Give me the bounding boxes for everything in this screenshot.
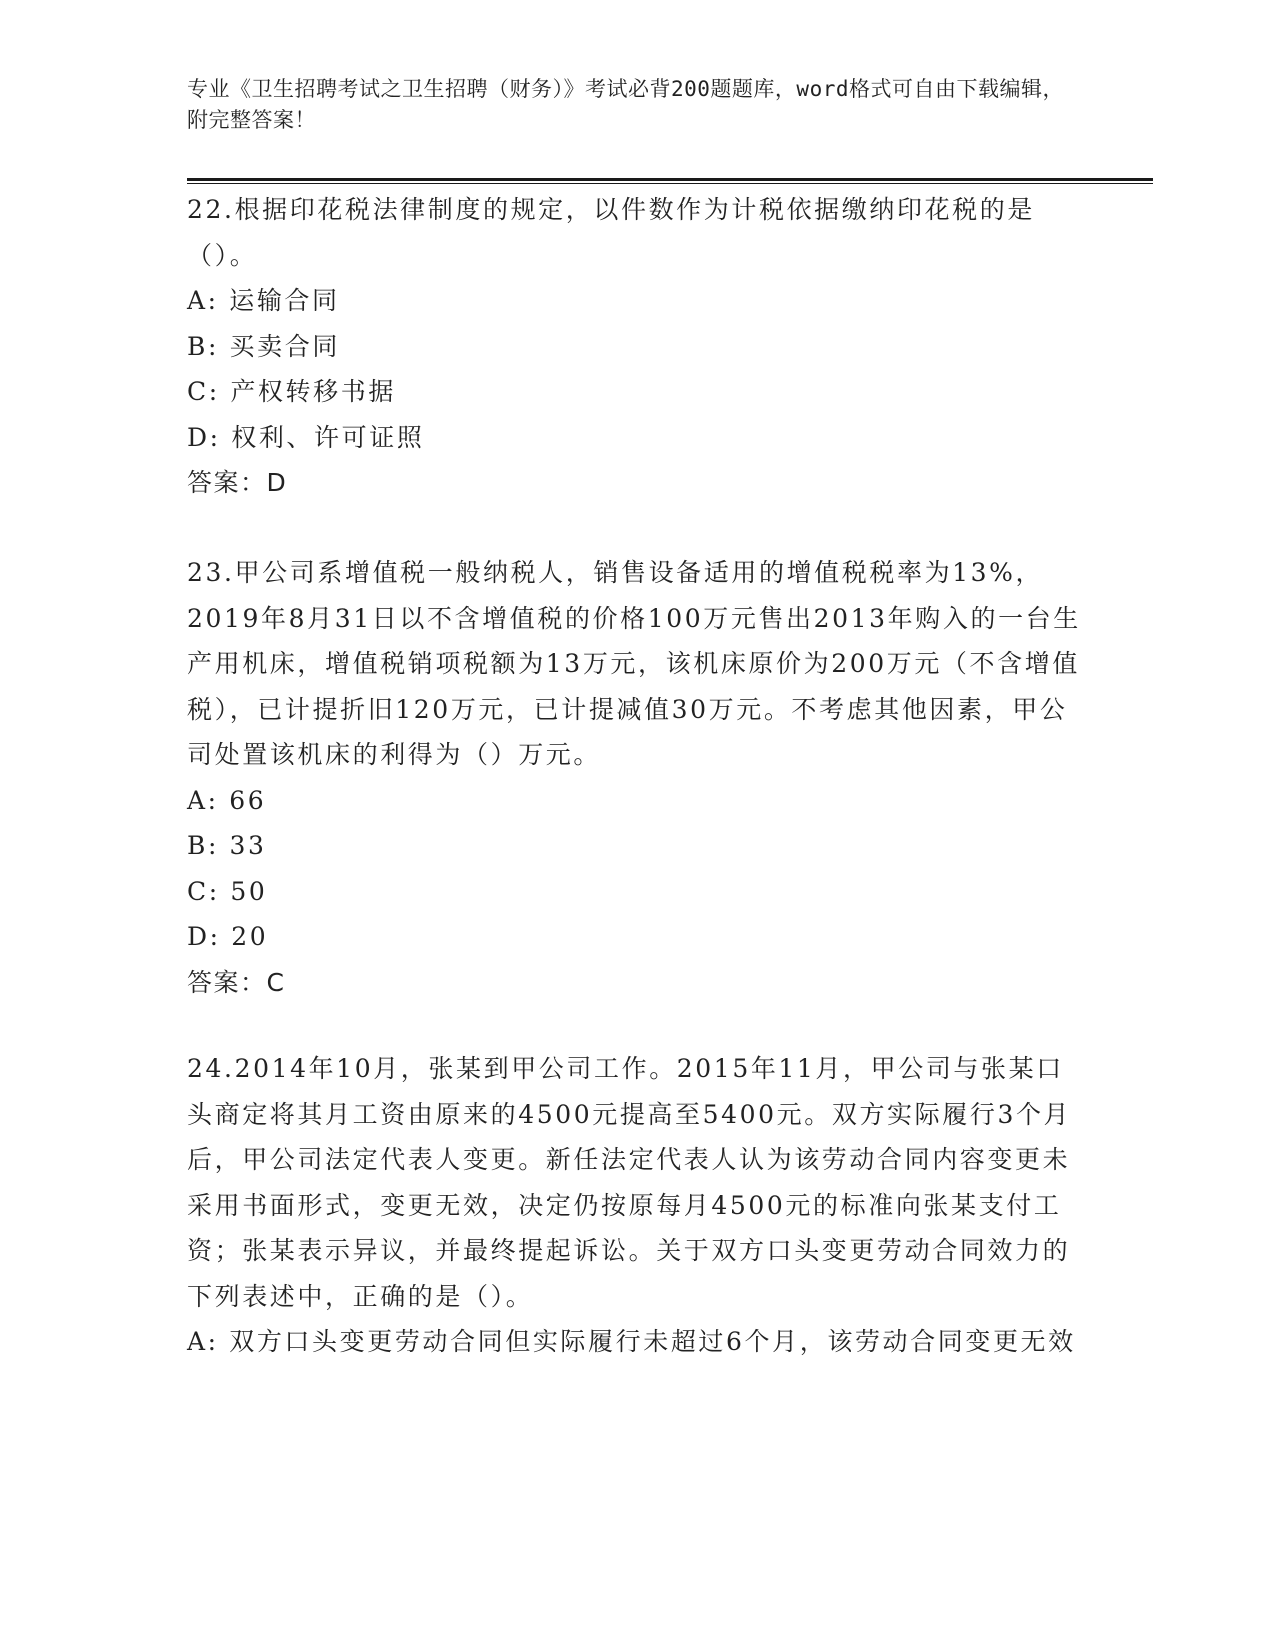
option-key: D: — [187, 422, 232, 452]
question-number: 23. — [187, 558, 235, 587]
option-text: 50 — [230, 876, 268, 906]
option-key: A: — [187, 785, 230, 815]
answer-label: 答案： — [187, 967, 267, 997]
option-key: B: — [187, 831, 230, 860]
header-divider-thin — [187, 183, 1153, 184]
question-text: 甲公司系增值税一般纳税人，销售设备适用的增值税税率为13%，2019年8月31日以不含增值税的价格100万元售出2013年购入的一台生产用机床，增值税销项税额为13万元，该机床原价为200万元（不含增值税），已计提折旧120万元，已计提减值30万元。不考虑其他因素，甲公司处置该机床的利得为（）万元。 — [187, 558, 1081, 769]
document-header — [187, 74, 1067, 136]
option-d — [187, 415, 1087, 461]
option-a — [187, 778, 1087, 824]
option-d — [187, 914, 1087, 960]
question-text: 根据印花税法律制度的规定，以件数作为计税依据缴纳印花税的是（）。 — [187, 195, 1035, 270]
option-text: 双方口头变更劳动合同但实际履行未超过6个月，该劳动合同变更无效 — [229, 1327, 1076, 1356]
header-title: 专业《卫生招聘考试之卫生招聘（财务）》考试必背200题题库，word格式可自由下载编辑，附完整答案！ — [187, 77, 1064, 132]
question-24 — [187, 1046, 1087, 1365]
option-a — [187, 1319, 1087, 1365]
question-22 — [187, 187, 1087, 506]
option-key: A: — [187, 286, 230, 315]
question-number: 24. — [187, 1054, 235, 1083]
header-divider-thick — [187, 178, 1153, 181]
answer-line — [187, 460, 1087, 506]
question-stem — [187, 187, 1087, 278]
answer-value: C — [266, 967, 286, 997]
option-key: C: — [187, 876, 231, 906]
question-23 — [187, 550, 1087, 1005]
question-number: 22. — [187, 195, 235, 224]
option-key: C: — [187, 377, 231, 406]
option-text: 66 — [229, 785, 267, 815]
answer-line — [187, 960, 1087, 1006]
option-text: 权利、许可证照 — [231, 422, 425, 452]
answer-value: D — [266, 468, 288, 497]
answer-label: 答案： — [187, 468, 267, 497]
option-text: 运输合同 — [229, 286, 340, 315]
option-key: D: — [187, 922, 232, 951]
option-text: 产权转移书据 — [230, 377, 396, 406]
option-text: 买卖合同 — [229, 331, 340, 361]
option-key: B: — [187, 331, 230, 361]
option-text: 20 — [231, 922, 269, 951]
question-stem — [187, 550, 1087, 778]
option-c — [187, 369, 1087, 415]
option-key: A: — [187, 1327, 230, 1356]
option-b — [187, 324, 1087, 370]
option-b — [187, 823, 1087, 869]
option-a — [187, 278, 1087, 324]
option-c — [187, 869, 1087, 915]
question-stem — [187, 1046, 1087, 1319]
option-text: 33 — [229, 831, 267, 860]
question-text: 2014年10月，张某到甲公司工作。2015年11月，甲公司与张某口头商定将其月工资由原来的4500元提高至5400元。双方实际履行3个月后，甲公司法定代表人变更。新任法定代表人认为该劳动合同内容变更未采用书面形式，变更无效，决定仍按原每月4500元的标准向张某支付工资；张某表示异议，并最终提起诉讼。关于双方口头变更劳动合同效力的下列表述中，正确的是（）。 — [187, 1054, 1072, 1311]
